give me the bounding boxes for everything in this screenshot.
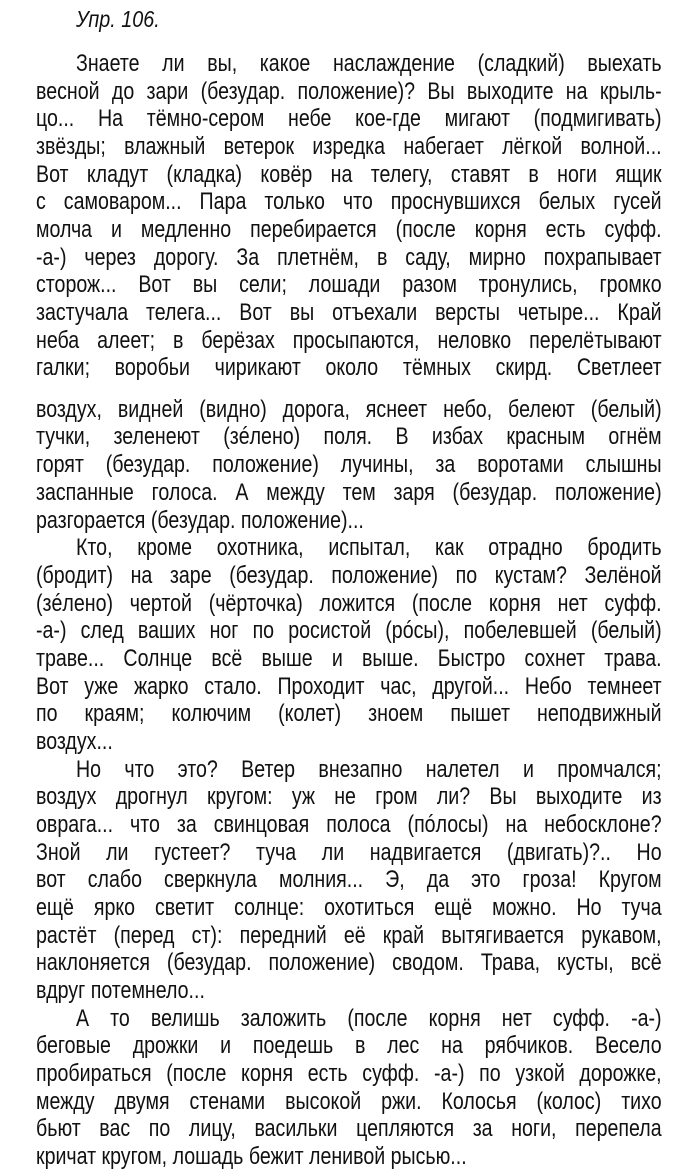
text-line: вот слабо сверкнула молния... Э, да это гроза! Кругом: [36, 866, 662, 893]
text-line: -а-) через дорогу. За плетнём, в саду, мирно похрапывает: [36, 244, 662, 271]
text-line: (бродит) на заре (безудар. положение) по кустам? Зелёной: [36, 562, 662, 589]
text-line: с самоваром... Пара только что проснувшихся белых гусей: [36, 188, 662, 215]
text-line: растёт (перед ст): передний её край вытягивается рукавом,: [36, 922, 662, 949]
text-line: кричат кругом, лошадь бежит ленивой рысью...: [36, 1143, 467, 1170]
text-line: (зéлено) чертой (чёрточка) ложится (после корня нет суфф.: [36, 590, 662, 617]
text-line: воздух дрогнул кругом: уж не гром ли? Вы выходите из: [36, 783, 662, 810]
text-line: галки; воробьи чирикают около тёмных скирд. Светлеет: [36, 354, 662, 381]
text-line: сторож... Вот вы сели; лошади разом тронулись, громко: [36, 271, 662, 298]
exercise-title: Упр. 106.: [76, 6, 160, 32]
text-line: бьют вас по лицу, васильки цепляются за ноги, перепела: [36, 1115, 662, 1142]
text-line: заспанные голоса. А между тем заря (безудар. положение): [36, 479, 662, 506]
text-line: разгорается (безудар. положение)...: [36, 507, 364, 534]
text-line: Вот кладут (кладка) ковёр на телегу, ставят в ноги ящик: [36, 161, 662, 188]
text-line: ещё ярко светит солнце: охотиться ещё можно. Но туча: [36, 894, 662, 921]
text-line: неба алеет; в берёзах просыпаются, неловко перелётывают: [36, 327, 662, 354]
text-line: -а-) след ваших ног по росистой (рóсы), побелевшей (белый): [36, 617, 662, 644]
text-line: А то велишь заложить (после корня нет суфф. -а-): [76, 1005, 662, 1032]
text-line: воздух, видней (видно) дорога, яснеет небо, белеют (белый): [36, 396, 662, 423]
text-line: Вот уже жарко стало. Проходит час, другой... Небо темнеет: [36, 673, 662, 700]
text-line: тучки, зеленеют (зéлено) поля. В избах красным огнём: [36, 423, 662, 450]
text-line: звёзды; влажный ветерок изредка набегает лёгкой волной...: [36, 133, 662, 160]
text-line: весной до зари (безудар. положение)? Вы выходите на крыль-: [36, 78, 662, 105]
text-line: молча и медленно перебирается (после корня есть суфф.: [36, 216, 662, 243]
text-line: траве... Солнце всё выше и выше. Быстро сохнет трава.: [36, 645, 662, 672]
text-line: Знаете ли вы, какое наслаждение (сладкий) выехать: [76, 50, 662, 77]
text-line: наклоняется (безудар. положение) сводом. Трава, кусты, всё: [36, 949, 662, 976]
text-line: Но что это? Ветер внезапно налетел и промчался;: [76, 756, 662, 783]
text-line: вдруг потемнело...: [36, 977, 205, 1004]
text-line: горят (безудар. положение) лучины, за воротами слышны: [36, 451, 662, 478]
text-line: по краям; колючим (колет) зноем пышет неподвижный: [36, 700, 662, 727]
text-line: беговые дрожки и поедешь в лес на рябчиков. Весело: [36, 1032, 662, 1059]
text-line: между двумя стенами высокой ржи. Колосья (колос) тихо: [36, 1088, 662, 1115]
text-line: застучала телега... Вот вы отъехали версты четыре... Край: [36, 299, 662, 326]
text-line: пробираться (после корня есть суфф. -а-) по узкой дорожке,: [36, 1060, 662, 1087]
text-line: цо... На тёмно-сером небе кое-где мигают (подмигивать): [36, 105, 662, 132]
text-line: Зной ли густеет? туча ли надвигается (двигать)?.. Но: [36, 839, 662, 866]
text-line: воздух...: [36, 728, 113, 755]
text-line: оврага... что за свинцовая полоса (пóлосы) на небосклоне?: [36, 811, 662, 838]
text-line: Кто, кроме охотника, испытал, как отрадно бродить: [76, 534, 662, 561]
